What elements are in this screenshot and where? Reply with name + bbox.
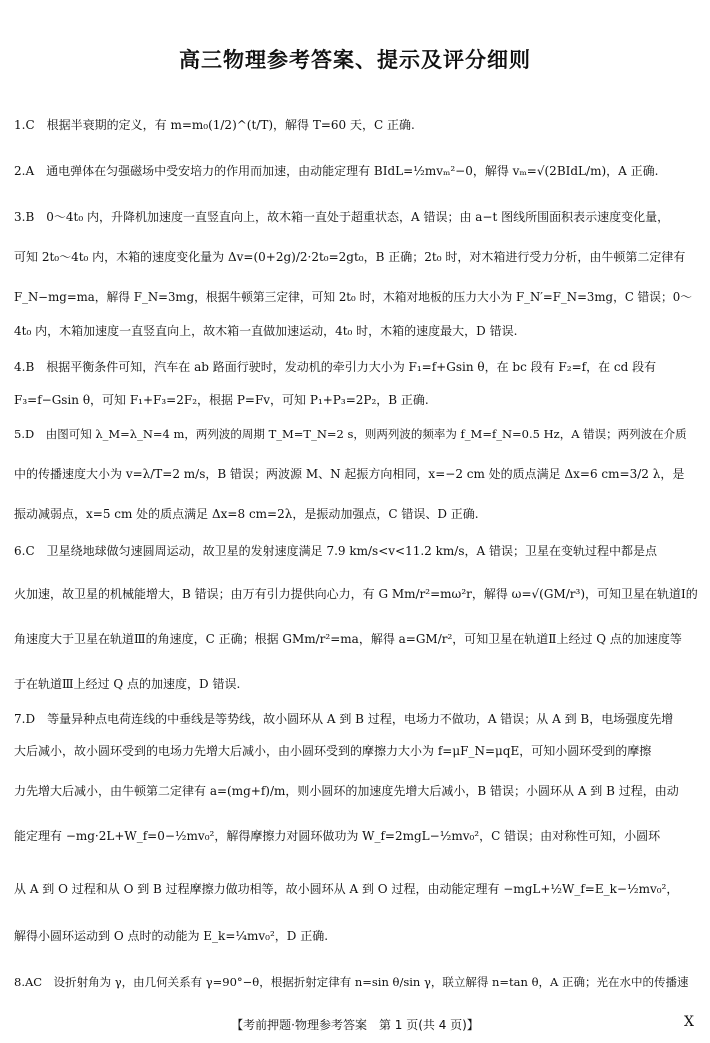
corner-mark: X — [684, 1014, 694, 1030]
answer-4-line-2: F₃=f−Gsin θ，可知 F₁+F₃=2F₂，根据 P=Fv，可知 P₁+P₃=2P₂，B 正确. — [14, 393, 429, 407]
answer-6-line-4: 于在轨道Ⅲ上经过 Q 点的加速度，D 错误. — [14, 677, 241, 691]
answer-4-line-1: 4.B 根据平衡条件可知，汽车在 ab 路面行驶时，发动机的牵引力大小为 F₁=f+Gsin θ，在 bc 段有 F₂=f，在 cd 段有 — [14, 360, 657, 374]
answer-3-line-1: 3.B 0～4t₀ 内，升降机加速度一直竖直向上，故木箱一直处于超重状态，A 错误；由 a−t 图线所围面积表示速度变化量， — [14, 210, 670, 224]
answer-7-line-6: 解得小圆环运动到 O 点时的动能为 E_k=¼mv₀²，D 正确. — [14, 929, 329, 943]
answer-5-line-1: 5.D 由图可知 λ_M=λ_N=4 m，两列波的周期 T_M=T_N=2 s，则两列波的频率为 f_M=f_N=0.5 Hz，A 错误；两列波在介质 — [14, 427, 687, 441]
answer-3-line-2: 可知 2t₀～4t₀ 内，木箱的速度变化量为 Δv=(0+2g)/2·2t₀=2gt₀，B 正确；2t₀ 时，对木箱进行受力分析，由牛顿第二定律有 — [14, 250, 686, 264]
answer-7-line-3: 力先增大后减小，由牛顿第二定律有 a=(mg+f)/m，则小圆环的加速度先增大后减小，B 错误；小圆环从 A 到 B 过程，由动 — [14, 784, 679, 798]
answer-6-line-1: 6.C 卫星绕地球做匀速圆周运动，故卫星的发射速度满足 7.9 km/s<v<11.2 km/s，A 错误；卫星在变轨过程中都是点 — [14, 544, 657, 558]
answer-7-line-5: 从 A 到 O 过程和从 O 到 B 过程摩擦力做功相等，故小圆环从 A 到 O 过程，由动能定理有 −mgL+½W_f=E_k−½mv₀²， — [14, 882, 679, 896]
answer-7-line-2: 大后减小，故小圆环受到的电场力先增大后减小，由小圆环受到的摩擦力大小为 f=μF_N=μqE，可知小圆环受到的摩擦 — [14, 744, 652, 758]
answer-7-line-4: 能定理有 −mg·2L+W_f=0−½mv₀²，解得摩擦力对圆环做功为 W_f=2mgL−½mv₀²，C 错误；由对称性可知，小圆环 — [14, 829, 661, 843]
page-title: 高三物理参考答案、提示及评分细则 — [179, 48, 531, 72]
answer-5-line-3: 振动减弱点，x=5 cm 处的质点满足 Δx=8 cm=2λ，是振动加强点，C 错误、D 正确. — [14, 507, 479, 521]
answer-3-line-3: F_N−mg=ma，解得 F_N=3mg，根据牛顿第三定律，可知 2t₀ 时，木箱对地板的压力大小为 F_N′=F_N=3mg，C 错误；0～ — [14, 290, 693, 304]
answer-8-line-1: 8.AC 设折射角为 γ，由几何关系有 γ=90°−θ，根据折射定律有 n=sin θ/sin γ，联立解得 n=tan θ，A 正确；光在水中的传播速 — [14, 975, 689, 989]
answer-1-line: 1.C 根据半衰期的定义，有 m=m₀(1/2)^(t/T)，解得 T=60 天，C 正确. — [14, 118, 415, 132]
page-footer: 【考前押题·物理参考答案 第 1 页(共 4 页)】 — [231, 1018, 479, 1032]
answer-6-line-3: 角速度大于卫星在轨道Ⅲ的角速度，C 正确；根据 GMm/r²=ma，解得 a=GM/r²，可知卫星在轨道Ⅱ上经过 Q 点的加速度等 — [14, 632, 682, 646]
answer-7-line-1: 7.D 等量异种点电荷连线的中垂线是等势线，故小圆环从 A 到 B 过程，电场力不做功，A 错误；从 A 到 B，电场强度先增 — [14, 712, 674, 726]
answer-5-line-2: 中的传播速度大小为 v=λ/T=2 m/s，B 错误；两波源 M、N 起振方向相同，x=−2 cm 处的质点满足 Δx=6 cm=3/2 λ，是 — [14, 467, 685, 481]
answer-2-line: 2.A 通电弹体在匀强磁场中受安培力的作用而加速，由动能定理有 BIdL=½mvₘ²−0，解得 vₘ=√(2BIdL/m)，A 正确. — [14, 164, 659, 178]
answer-6-line-2: 火加速，故卫星的机械能增大，B 错误；由万有引力提供向心力，有 G Mm/r²=mω²r，解得 ω=√(GM/r³)，可知卫星在轨道Ⅰ的 — [14, 587, 698, 601]
answer-3-line-4: 4t₀ 内，木箱加速度一直竖直向上，故木箱一直做加速运动，4t₀ 时，木箱的速度最大，D 错误. — [14, 324, 518, 338]
